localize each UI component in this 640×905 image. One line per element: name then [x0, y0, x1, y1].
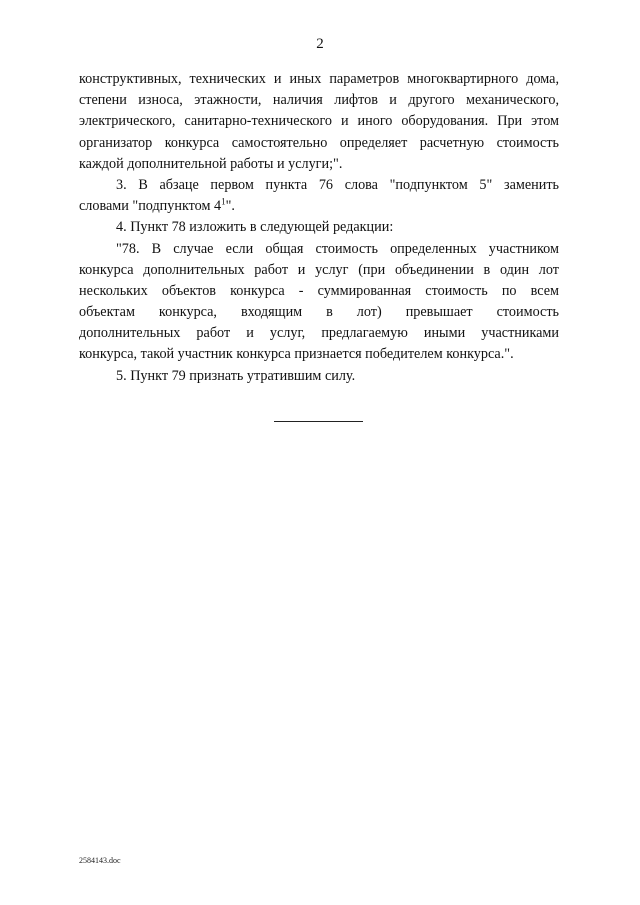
paragraph-4-line-3: нескольких объектов конкурса - суммированная стоимость по всем [79, 282, 559, 299]
paragraph-5: 5. Пункт 79 признать утратившим силу. [116, 367, 356, 384]
document-code-footer: 2584143.doc [79, 856, 121, 865]
paragraph-1-line-4: организатор конкурса самостоятельно определяет расчетную стоимость [79, 134, 559, 151]
paragraph-2-line-2-suffix: ". [225, 198, 235, 215]
paragraph-2-line-1: 3. В абзаце первом пункта 76 слова "подпунктом 5" заменить [116, 176, 559, 193]
paragraph-4-line-5: дополнительных работ и услуг, предлагаемую иными участниками [79, 325, 559, 342]
paragraph-4-line-4: объектам конкурса, входящим в лот) превышает стоимость [79, 304, 559, 321]
superscript-number: 1 [221, 196, 226, 207]
page-number: 2 [316, 36, 324, 52]
paragraph-2-line-2-prefix: словами "подпунктом 4 [79, 198, 222, 215]
paragraph-4-line-2: конкурса дополнительных работ и услуг (при объединении в один лот [79, 261, 559, 278]
end-separator-line [274, 421, 363, 422]
paragraph-1-line-2: степени износа, этажности, наличия лифтов и другого механического, [79, 92, 559, 109]
paragraph-1-line-3: электрического, санитарно-технического и иного оборудования. При этом [79, 113, 559, 130]
paragraph-3: 4. Пункт 78 изложить в следующей редакции: [116, 219, 394, 236]
paragraph-4-line-1: "78. В случае если общая стоимость определенных участником [116, 240, 559, 257]
paragraph-2-line-2 [79, 196, 559, 217]
document-body [79, 69, 559, 387]
paragraph-1-line-5: каждой дополнительной работы и услуги;". [79, 155, 343, 172]
paragraph-1-line-1: конструктивных, технических и иных параметров многоквартирного дома, [79, 71, 559, 87]
paragraph-4-line-6: конкурса, такой участник конкурса признается победителем конкурса.". [79, 346, 514, 363]
